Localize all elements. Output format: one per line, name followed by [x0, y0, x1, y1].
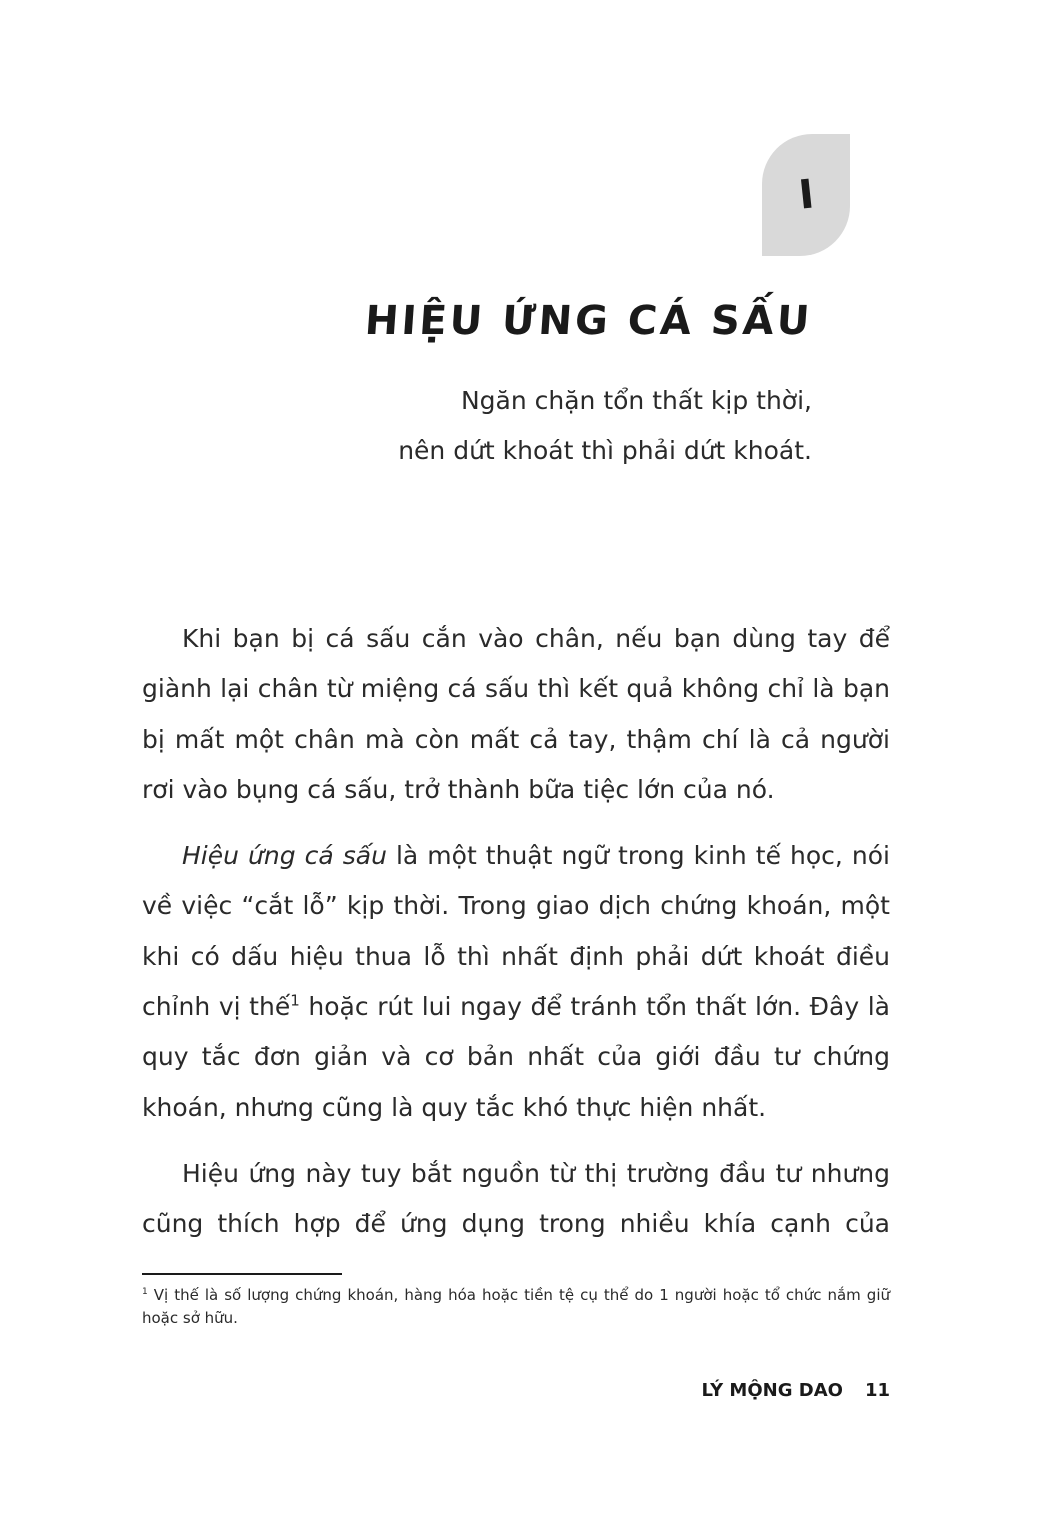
page-number: 11 — [864, 1380, 890, 1401]
footnote-ref[interactable]: 1 — [290, 991, 300, 1010]
paragraph-1: Khi bạn bị cá sấu cắn vào chân, nếu bạn dùng tay để giành lại chân từ miệng cá sấu thì kết quả không chỉ là bạn bị mất một chân mà còn mất cả tay, thậm chí là cả người rơi vào bụng cá sấu, trở thành bữa tiệc lớn của nó. — [142, 624, 890, 804]
epigraph-line-1: Ngăn chặn tổn thất kịp thời, — [460, 386, 812, 415]
paragraph-3: Hiệu ứng này tuy bắt nguồn từ thị trường đầu tư nhưng cũng thích hợp để ứng dụng trong nhiều khía cạnh của — [142, 1158, 890, 1239]
footnote-divider — [142, 1273, 342, 1275]
footer-author: LÝ MỘNG DAO — [701, 1380, 843, 1401]
body-text — [142, 614, 890, 1266]
footnote-text: Vị thế là số lượng chứng khoán, hàng hóa hoặc tiền tệ cụ thể do 1 người hoặc tổ chức nắm giữ hoặc sở hữu. — [142, 1286, 890, 1327]
footnote — [142, 1284, 890, 1330]
chapter-title: HIỆU ỨNG CÁ SẤU — [363, 298, 814, 344]
paragraph-2-part-b: hoặc rút lui ngay để tránh tổn thất lớn. Đây là quy tắc đơn giản và cơ bản nhất của giới đầu tư chứng khoán, nhưng cũng là quy tắc khó thực hiện nhất. — [142, 992, 890, 1122]
term-italic: Hiệu ứng cá sấu — [182, 841, 387, 871]
epigraph-line-2: nên dứt khoát thì phải dứt khoát. — [398, 436, 812, 465]
footnote-marker: 1 — [142, 1287, 148, 1297]
epigraph — [252, 376, 812, 476]
running-footer — [701, 1380, 890, 1401]
paragraph-2 — [142, 831, 890, 1133]
paragraph-2-part-a: là một thuật ngữ trong kinh tế học, nói về việc “cắt lỗ” kịp thời. Trong giao dịch chứng khoán, một khi có dấu hiệu thua lỗ thì nhất định phải dứt khoát điều chỉnh vị thế — [142, 841, 891, 1022]
chapter-number-tab — [762, 134, 850, 256]
chapter-number: I — [796, 171, 816, 219]
